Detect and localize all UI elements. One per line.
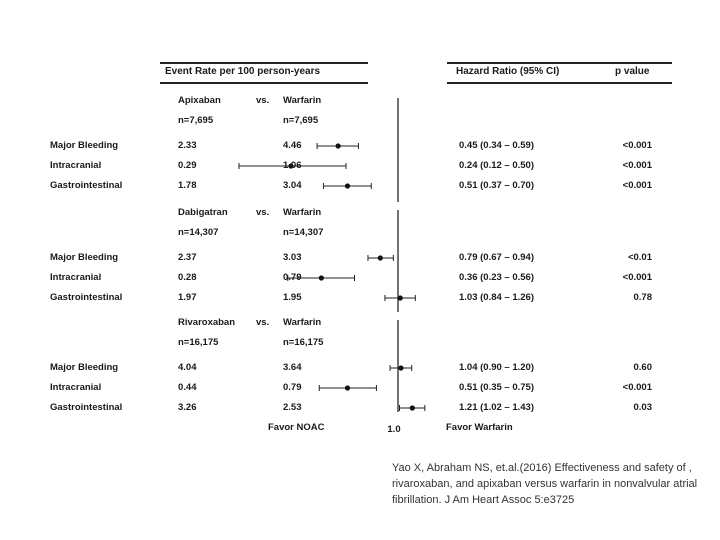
rate-comparator: 0.79: [283, 382, 302, 393]
rate-comparator: 3.04: [283, 180, 302, 191]
hazard-ratio-point: [410, 405, 415, 410]
group-vs-label: vs.: [256, 207, 270, 218]
group-n-drug: n=14,307: [178, 227, 219, 238]
outcome-label: Intracranial: [50, 382, 102, 393]
rate-comparator: 4.46: [283, 140, 302, 151]
group-comparator-label: Warfarin: [283, 95, 322, 106]
outcome-label: Intracranial: [50, 272, 102, 283]
rate-drug: 0.44: [178, 382, 197, 393]
group-comparator-label: Warfarin: [283, 207, 322, 218]
rate-drug: 4.04: [178, 362, 197, 373]
group-drug-label: Dabigatran: [178, 207, 228, 218]
favor-warfarin-label: Favor Warfarin: [446, 422, 513, 433]
rate-comparator: 3.03: [283, 252, 302, 263]
p-value: <0.01: [627, 252, 652, 263]
p-value: <0.001: [622, 140, 652, 151]
hazard-ratio-point: [398, 365, 403, 370]
rate-drug: 1.97: [178, 292, 197, 303]
rate-comparator: 1.06: [283, 160, 302, 171]
group-n-comparator: n=16,175: [283, 337, 324, 348]
p-value: <0.001: [622, 382, 652, 393]
rate-comparator: 0.79: [283, 272, 302, 283]
group-n-comparator: n=14,307: [283, 227, 324, 238]
group-vs-label: vs.: [256, 95, 270, 106]
hazard-ratio-text: 1.04 (0.90 – 1.20): [459, 362, 534, 373]
outcome-label: Gastrointestinal: [50, 292, 123, 303]
hazard-ratio-point: [345, 183, 350, 188]
hazard-ratio-text: 0.45 (0.34 – 0.59): [459, 140, 534, 151]
rate-drug: 0.28: [178, 272, 197, 283]
p-value: 0.60: [633, 362, 652, 373]
rate-comparator: 3.64: [283, 362, 302, 373]
hazard-ratio-text: 0.79 (0.67 – 0.94): [459, 252, 534, 263]
hazard-ratio-text: 0.51 (0.35 – 0.75): [459, 382, 534, 393]
hazard-ratio-text: 0.24 (0.12 – 0.50): [459, 160, 534, 171]
p-value: <0.001: [622, 180, 652, 191]
group-vs-label: vs.: [256, 317, 270, 328]
outcome-label: Intracranial: [50, 160, 102, 171]
group-comparator-label: Warfarin: [283, 317, 322, 328]
hazard-ratio-point: [336, 143, 341, 148]
hazard-ratio-point: [345, 385, 350, 390]
group-drug-label: Rivaroxaban: [178, 317, 236, 328]
outcome-label: Major Bleeding: [50, 362, 119, 373]
hazard-ratio-text: 1.21 (1.02 – 1.43): [459, 402, 534, 413]
outcome-label: Major Bleeding: [50, 140, 119, 151]
rate-drug: 0.29: [178, 160, 197, 171]
p-value: <0.001: [622, 272, 652, 283]
group-n-drug: n=16,175: [178, 337, 219, 348]
favor-noac-label: Favor NOAC: [268, 422, 325, 433]
rate-drug: 3.26: [178, 402, 197, 413]
p-value-header: p value: [615, 66, 650, 77]
hazard-ratio-point: [378, 255, 383, 260]
p-value: 0.03: [633, 402, 652, 413]
rate-comparator: 1.95: [283, 292, 302, 303]
p-value: 0.78: [633, 292, 652, 303]
outcome-label: Gastrointestinal: [50, 180, 123, 191]
hazard-ratio-text: 0.51 (0.37 – 0.70): [459, 180, 534, 191]
group-n-comparator: n=7,695: [283, 115, 319, 126]
reference-label: 1.0: [387, 424, 401, 435]
group-drug-label: Apixaban: [178, 95, 221, 106]
citation: Yao X, Abraham NS, et.al.(2016) Effectiveness and safety of , rivaroxaban, and apixaban versus warfarin in nonvalvular atrial fibrillation. J Am Heart Assoc 5:e3725: [392, 462, 698, 506]
rate-drug: 1.78: [178, 180, 197, 191]
hazard-ratio-text: 1.03 (0.84 – 1.26): [459, 292, 534, 303]
rate-comparator: 2.53: [283, 402, 302, 413]
rate-drug: 2.33: [178, 140, 197, 151]
hazard-ratio-point: [319, 275, 324, 280]
outcome-label: Gastrointestinal: [50, 402, 123, 413]
hazard-ratio-point: [398, 295, 403, 300]
hazard-ratio-text: 0.36 (0.23 – 0.56): [459, 272, 534, 283]
hazard-ratio-header: Hazard Ratio (95% CI): [456, 66, 560, 77]
rate-drug: 2.37: [178, 252, 197, 263]
outcome-label: Major Bleeding: [50, 252, 119, 263]
event-rate-header: Event Rate per 100 person-years: [165, 66, 321, 77]
group-n-drug: n=7,695: [178, 115, 214, 126]
p-value: <0.001: [622, 160, 652, 171]
